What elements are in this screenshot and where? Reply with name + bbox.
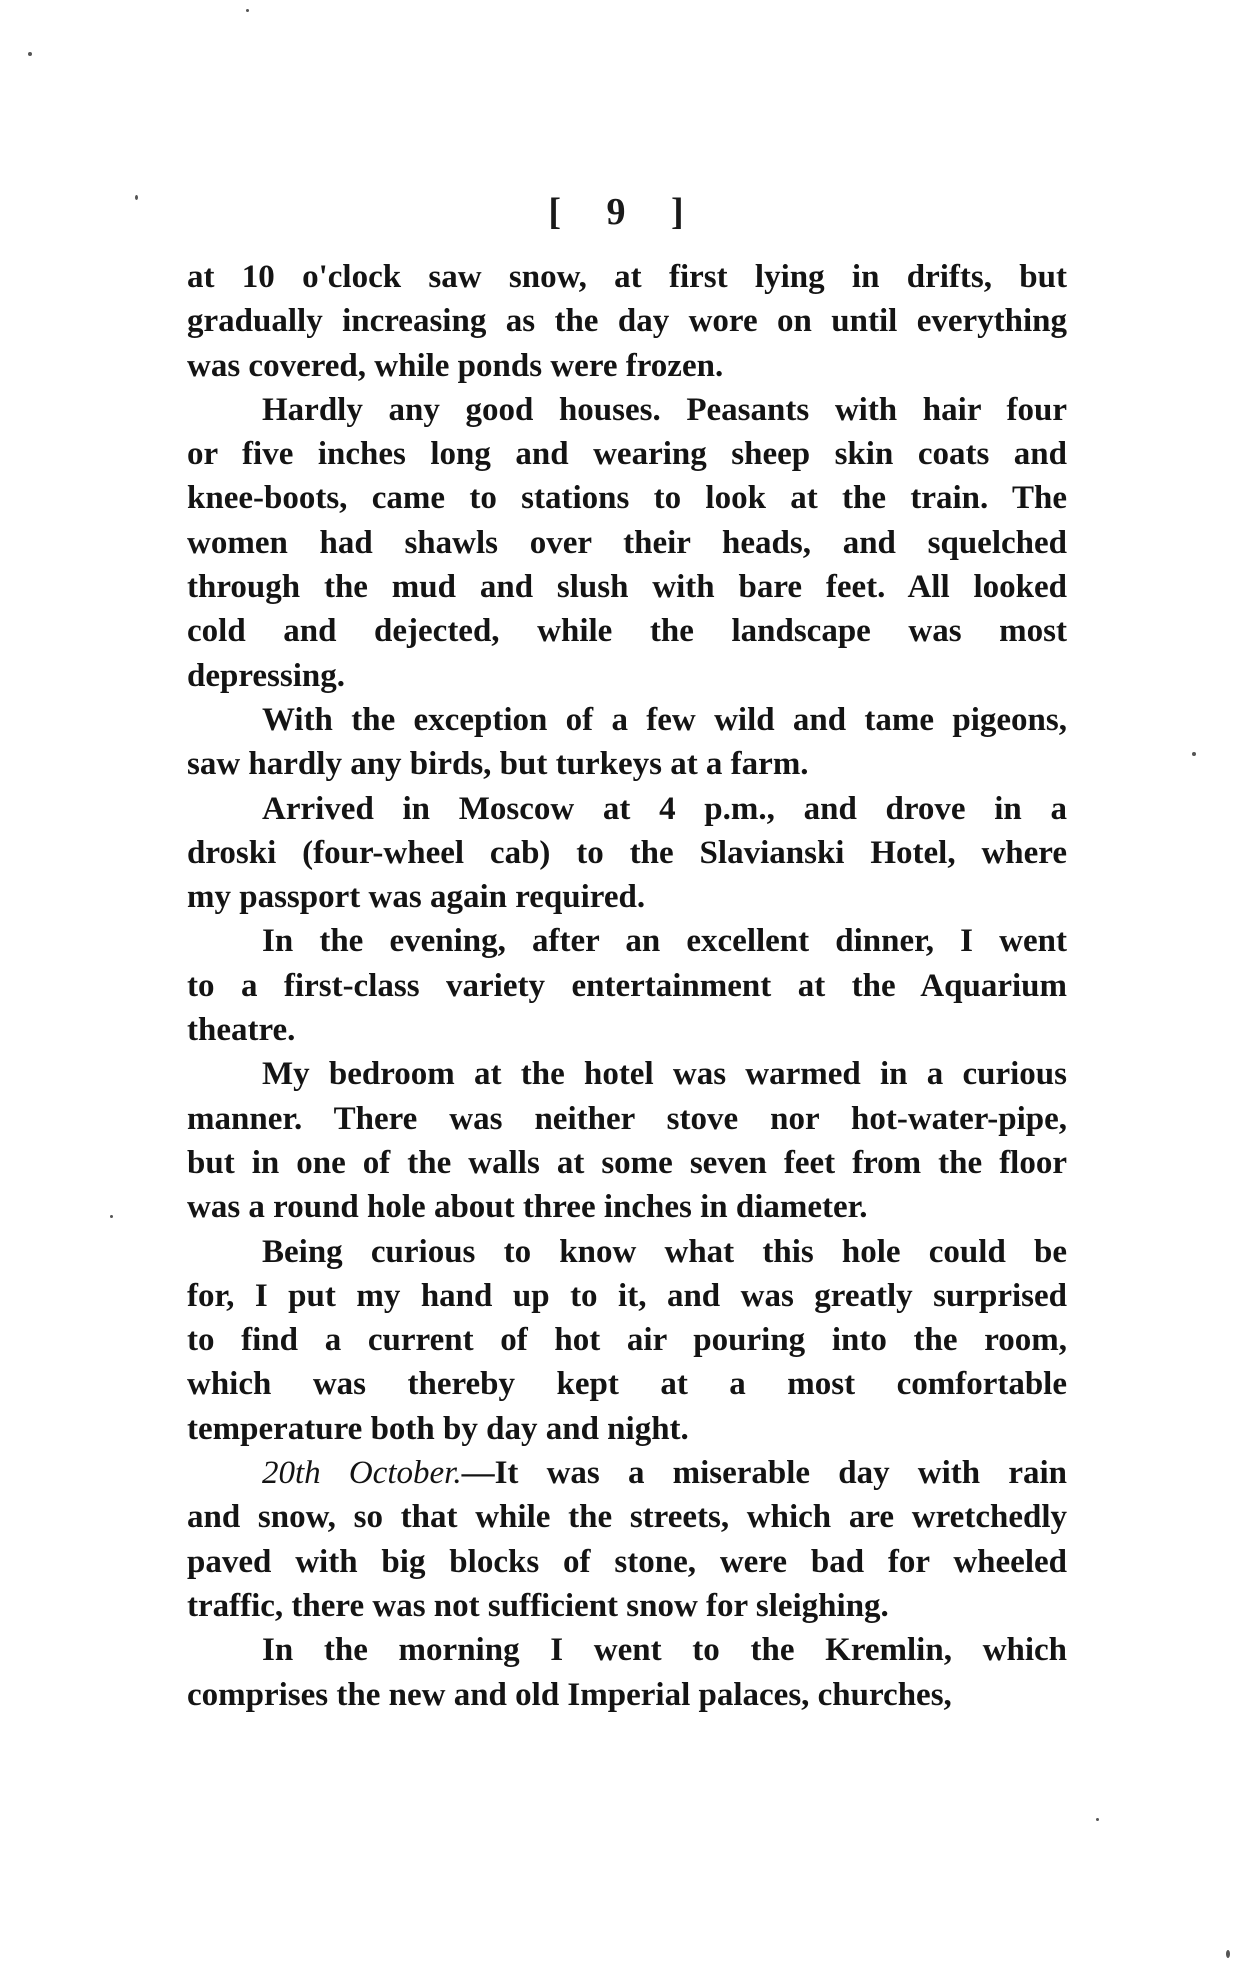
text-line: gradually increasing as the day wore on until everything [187,303,1067,340]
text-line: With the exception of a few wild and tame pigeons, [262,701,1067,738]
body-text [187,255,1067,1717]
text-line: cold and dejected, while the landscape was most [187,613,1067,650]
print-speck [135,195,138,200]
text-line: My bedroom at the hotel was warmed in a curious [262,1056,1067,1093]
text-line: for, I put my hand up to it, and was greatly surprised [187,1277,1067,1314]
text-line: and snow, so that while the streets, which are wretchedly [187,1499,1067,1536]
print-speck [246,9,249,12]
text-line: temperature both by day and night. [187,1410,689,1447]
text-line: droski (four-wheel cab) to the Slavianski Hotel, where [187,834,1067,871]
page-number: [ 9 ] [548,191,702,233]
text-line: women had shawls over their heads, and squelched [187,524,1067,561]
text-line: comprises the new and old Imperial palaces, churches, [187,1676,952,1713]
text-line: Being curious to know what this hole could be [262,1233,1067,1270]
print-speck [1192,752,1196,756]
text-line: to a first-class variety entertainment at the Aquarium [187,967,1067,1004]
text-line: knee-boots, came to stations to look at the train. The [187,480,1067,517]
print-speck [28,52,32,56]
text-line: at 10 o'clock saw snow, at first lying in drifts, but [187,259,1067,295]
text-line: Hardly any good houses. Peasants with hair four [262,391,1067,428]
text-line: was a round hole about three inches in diameter. [187,1189,868,1226]
text-line: paved with big blocks of stone, were bad for wheeled [187,1543,1067,1580]
text-line: depressing. [187,657,346,694]
text-line: which was thereby kept at a most comfortable [187,1366,1067,1403]
text-line: manner. There was neither stove nor hot-water-pipe, [187,1100,1067,1137]
text-line: to find a current of hot air pouring into the room, [187,1322,1067,1359]
text-line [187,1451,1067,1495]
text-line: through the mud and slush with bare feet. All looked [187,569,1067,606]
text-line: In the evening, after an excellent dinner, I went [262,923,1067,960]
text-line: traffic, there was not sufficient snow for sleighing. [187,1587,889,1624]
print-speck [1226,1950,1230,1958]
text-line: Arrived in Moscow at 4 p.m., and drove in a [262,790,1067,827]
text-line: In the morning I went to the Kremlin, which [262,1632,1067,1669]
text-line: saw hardly any birds, but turkeys at a farm. [187,746,809,783]
text-line: or five inches long and wearing sheep skin coats and [187,436,1067,473]
text-line: theatre. [187,1012,296,1049]
entry-date: 20th October. [262,1455,462,1492]
line-text: —It was a miserable day with rain [461,1455,1067,1492]
text-line: my passport was again required. [187,879,646,916]
text-line: but in one of the walls at some seven feet from the floor [187,1144,1067,1181]
print-speck [1096,1818,1099,1821]
text-line: was covered, while ponds were frozen. [187,347,724,384]
print-speck [110,1215,113,1218]
